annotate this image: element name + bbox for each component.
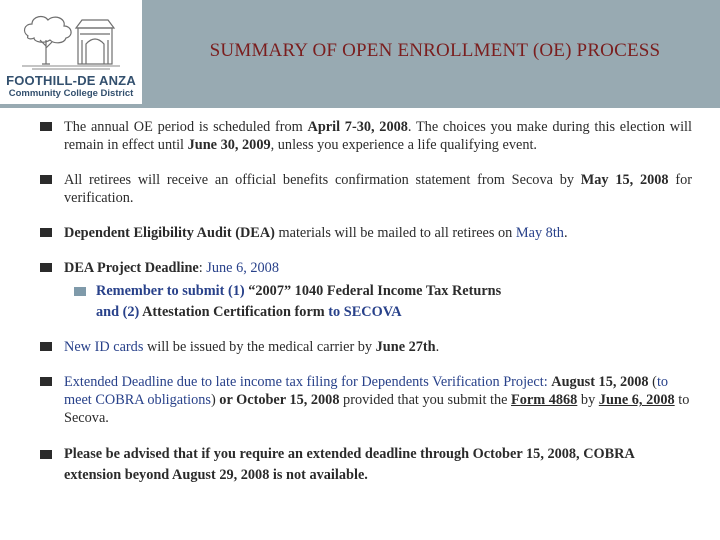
square-bullet-icon [40, 342, 52, 351]
logo-name: FOOTHILL-DE ANZA [6, 73, 136, 88]
bullet-cobra-notice [40, 444, 692, 486]
bullet-text: : [198, 260, 207, 276]
square-bullet-icon [40, 377, 52, 386]
extended-date-2: or October 15, 2008 [219, 392, 340, 408]
slide-title: SUMMARY OF OPEN ENROLLMENT (OE) PROCESS [209, 40, 661, 61]
bullet-text: ( [648, 374, 657, 390]
square-bullet-icon [40, 228, 52, 237]
election-end-date: June 30, 2009 [187, 137, 271, 153]
bullet-text: All retirees will receive an official benefits confirmation statement from Secova by [64, 172, 581, 188]
bullet-dea-deadline [40, 259, 692, 277]
sub-text: to [324, 304, 344, 320]
square-bullet-icon [40, 450, 52, 459]
bullet-text: to Secova. [64, 392, 690, 426]
header-bar [0, 0, 720, 108]
dea-deadline-label: DEA Project Deadline [64, 260, 199, 276]
dea-term: Dependent Eligibility Audit (DEA) [64, 225, 275, 241]
bullet-text: Extended Deadline due to late income tax filing for Dependents Verification Project: [64, 374, 552, 390]
bullet-text: provided that you submit the [339, 392, 512, 408]
statement-date: May 15, 2008 [580, 172, 669, 188]
square-sub-bullet-icon [74, 287, 86, 296]
cobra-note: to meet COBRA obligations [64, 374, 669, 408]
bullet-text: will be issued by the medical carrier by [143, 339, 376, 355]
bullet-text: . The choices you make during this election will remain in effect until [64, 119, 693, 153]
sub-text: Remember to submit (1) [96, 283, 249, 299]
tax-returns-item: “2007” 1040 Federal Income Tax Returns [248, 283, 502, 299]
bullet-id-cards [40, 338, 692, 356]
district-logo [0, 0, 142, 104]
square-bullet-icon [40, 175, 52, 184]
form-4868: Form 4868 [511, 392, 578, 408]
bullet-text: The annual OE period is scheduled from [64, 119, 308, 135]
secova-name: SECOVA [343, 304, 402, 320]
bullet-extended-deadline [40, 373, 692, 427]
id-cards-term: New ID cards [64, 339, 144, 355]
bullet-text: for verification. [64, 172, 693, 206]
square-bullet-icon [40, 263, 52, 272]
bullet-text: materials will be mailed to all retirees on [274, 225, 516, 241]
bullet-dea-materials [40, 224, 692, 242]
bullet-text: . [563, 225, 568, 241]
attestation-item: Attestation Certification form [142, 304, 325, 320]
form-deadline-date: June 6, 2008 [598, 392, 675, 408]
bullet-text: . [435, 339, 440, 355]
bullet-text: , unless you experience a life qualifying event. [270, 137, 538, 153]
bullet-text: by [577, 392, 599, 408]
sub-text: and (2) [96, 304, 143, 320]
oe-period-dates: April 7-30, 2008 [307, 119, 408, 135]
bullet-list [40, 118, 692, 486]
bullet-text: ) [210, 392, 220, 408]
square-bullet-icon [40, 122, 52, 131]
id-cards-date: June 27th [375, 339, 436, 355]
mail-date: May 8th [515, 225, 564, 241]
extended-date-1: August 15, 2008 [551, 374, 649, 390]
bullet-confirmation-statement [40, 171, 692, 207]
sub-bullet-submit [40, 281, 692, 323]
dea-deadline-date: June 6, 2008 [206, 260, 279, 276]
building-tree-logo-icon [18, 6, 124, 72]
logo-subtitle: Community College District [8, 88, 134, 99]
cobra-notice-text: Please be advised that if you require an extended deadline through October 15, 2008, COBRA extension beyond August 29, 2008 is not available. [64, 446, 635, 483]
bullet-oe-period [40, 118, 692, 154]
